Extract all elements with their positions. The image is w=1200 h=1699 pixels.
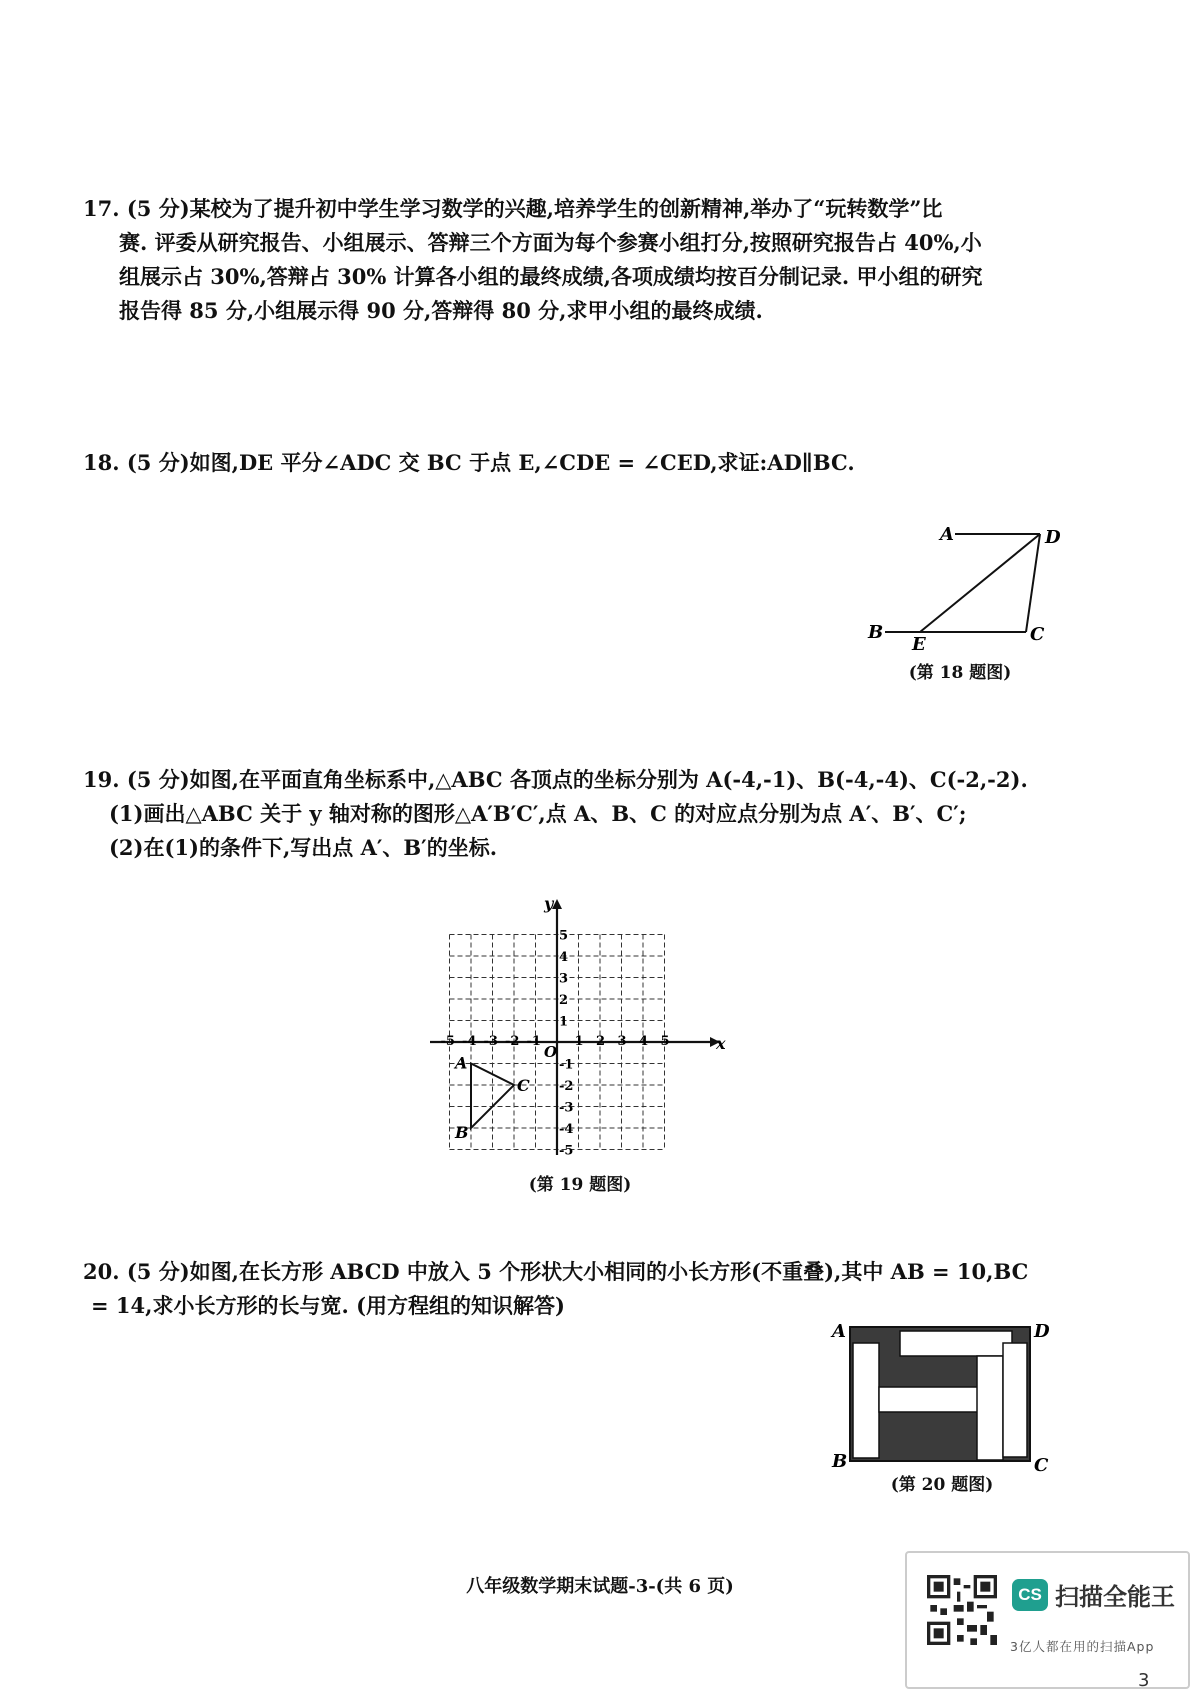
small-rect-right xyxy=(1003,1343,1027,1457)
q19-line-1: 19. (5 分)如图,在平面直角坐标系中,△ABC 各顶点的坐标分别为 A(-4,-1)、B(-4,-4)、C(-2,-2). xyxy=(83,767,1028,792)
y-tick-label: -5 xyxy=(559,1143,574,1159)
point-b-label: B xyxy=(455,1123,469,1142)
q17-line-1: 17. (5 分)某校为了提升初中学生学习数学的兴趣,培养学生的创新精神,举办了“玩转数学”比 xyxy=(83,196,943,221)
x-tick-label: -5 xyxy=(440,1034,455,1049)
q18-line-1: 18. (5 分)如图,DE 平分∠ADC 交 BC 于点 E,∠CDE = ∠CED,求证:AD∥BC. xyxy=(83,450,855,475)
cs-logo-icon: CS xyxy=(1012,1579,1048,1611)
y-tick-label: 3 xyxy=(559,971,569,987)
small-rect-right-inner xyxy=(977,1356,1003,1460)
x-tick-label: 3 xyxy=(617,1034,627,1049)
y-axis-arrow-icon xyxy=(552,899,562,909)
figure-19-coordinate-grid xyxy=(420,895,730,1165)
q19-line-3: (2)在(1)的条件下,写出点 A′、B′的坐标. xyxy=(109,835,498,860)
label-d: D xyxy=(1034,1321,1050,1342)
scanner-brand: 扫描全能王 xyxy=(1055,1583,1175,1611)
y-tick-label: -4 xyxy=(559,1122,574,1137)
x-tick-label: 4 xyxy=(639,1034,649,1049)
label-b: B xyxy=(868,622,884,643)
figure-18 xyxy=(860,520,1100,650)
question-19 xyxy=(83,763,1073,865)
q17-line-4: 报告得 85 分,小组展示得 90 分,答辩得 80 分,求甲小组的最终成绩. xyxy=(119,298,763,323)
x-tick-label: -3 xyxy=(483,1034,498,1049)
question-18 xyxy=(83,446,1073,480)
y-tick-label: -1 xyxy=(559,1057,574,1073)
label-c: C xyxy=(1034,1455,1049,1475)
x-tick-label: 2 xyxy=(596,1034,606,1049)
y-tick-label: 2 xyxy=(559,993,569,1008)
label-d: D xyxy=(1045,527,1061,548)
y-tick-label: 1 xyxy=(559,1014,569,1030)
label-a: A xyxy=(940,524,954,545)
x-tick-label: -4 xyxy=(462,1034,477,1049)
small-rect-middle xyxy=(879,1387,991,1412)
page-number: 3 xyxy=(1138,1670,1150,1691)
x-tick-label: -2 xyxy=(505,1034,520,1049)
q19-line-2: (1)画出△ABC 关于 y 轴对称的图形△A′B′C′,点 A、B、C 的对应点分别为点 A′、B′、C′; xyxy=(109,801,967,826)
scanner-slogan: 3亿人都在用的扫描App xyxy=(1010,1639,1155,1654)
q17-line-2: 赛. 评委从研究报告、小组展示、答辩三个方面为每个参赛小组打分,按照研究报告占 40%,小 xyxy=(119,230,982,255)
segment-dc xyxy=(1026,534,1040,632)
y-tick-label: 4 xyxy=(559,950,569,965)
segment-de xyxy=(920,534,1040,632)
question-17 xyxy=(83,192,1073,328)
figure-20 xyxy=(820,1315,1070,1475)
label-a: A xyxy=(832,1321,846,1342)
qr-code-icon xyxy=(927,1575,997,1645)
origin-label: O xyxy=(544,1043,558,1061)
x-tick-label: -1 xyxy=(526,1034,541,1049)
y-axis-label: y xyxy=(544,895,554,913)
point-c-label: C xyxy=(517,1076,530,1095)
question-20 xyxy=(83,1255,1073,1323)
y-tick-label: -2 xyxy=(559,1079,574,1094)
small-rect-left xyxy=(853,1343,879,1458)
figure-20-caption: (第 20 题图) xyxy=(890,1475,994,1495)
q17-line-3: 组展示占 30%,答辩占 30% 计算各小组的最终成绩,各项成绩均按百分制记录. 甲小组的研究 xyxy=(119,264,983,289)
point-a-label: A xyxy=(455,1053,468,1073)
y-tick-label: 5 xyxy=(559,928,569,944)
x-tick-label: 1 xyxy=(574,1034,584,1049)
label-e: E xyxy=(912,634,926,650)
y-tick-label: -3 xyxy=(559,1100,574,1116)
label-c: C xyxy=(1030,624,1045,645)
x-axis-label: x xyxy=(716,1034,726,1053)
small-rect-top xyxy=(900,1331,1012,1356)
page-footer: 八年级数学期末试题-3-(共 6 页) xyxy=(466,1576,734,1597)
figure-19-caption: (第 19 题图) xyxy=(528,1175,632,1195)
q20-line-2: = 14,求小长方形的长与宽. (用方程组的知识解答) xyxy=(91,1293,565,1318)
label-b: B xyxy=(832,1451,848,1472)
x-tick-label: 5 xyxy=(660,1034,670,1049)
figure-18-caption: (第 18 题图) xyxy=(908,663,1012,683)
q20-line-1: 20. (5 分)如图,在长方形 ABCD 中放入 5 个形状大小相同的小长方形(不重叠),其中 AB = 10,BC xyxy=(83,1259,1029,1284)
scanner-watermark-badge xyxy=(905,1551,1190,1689)
